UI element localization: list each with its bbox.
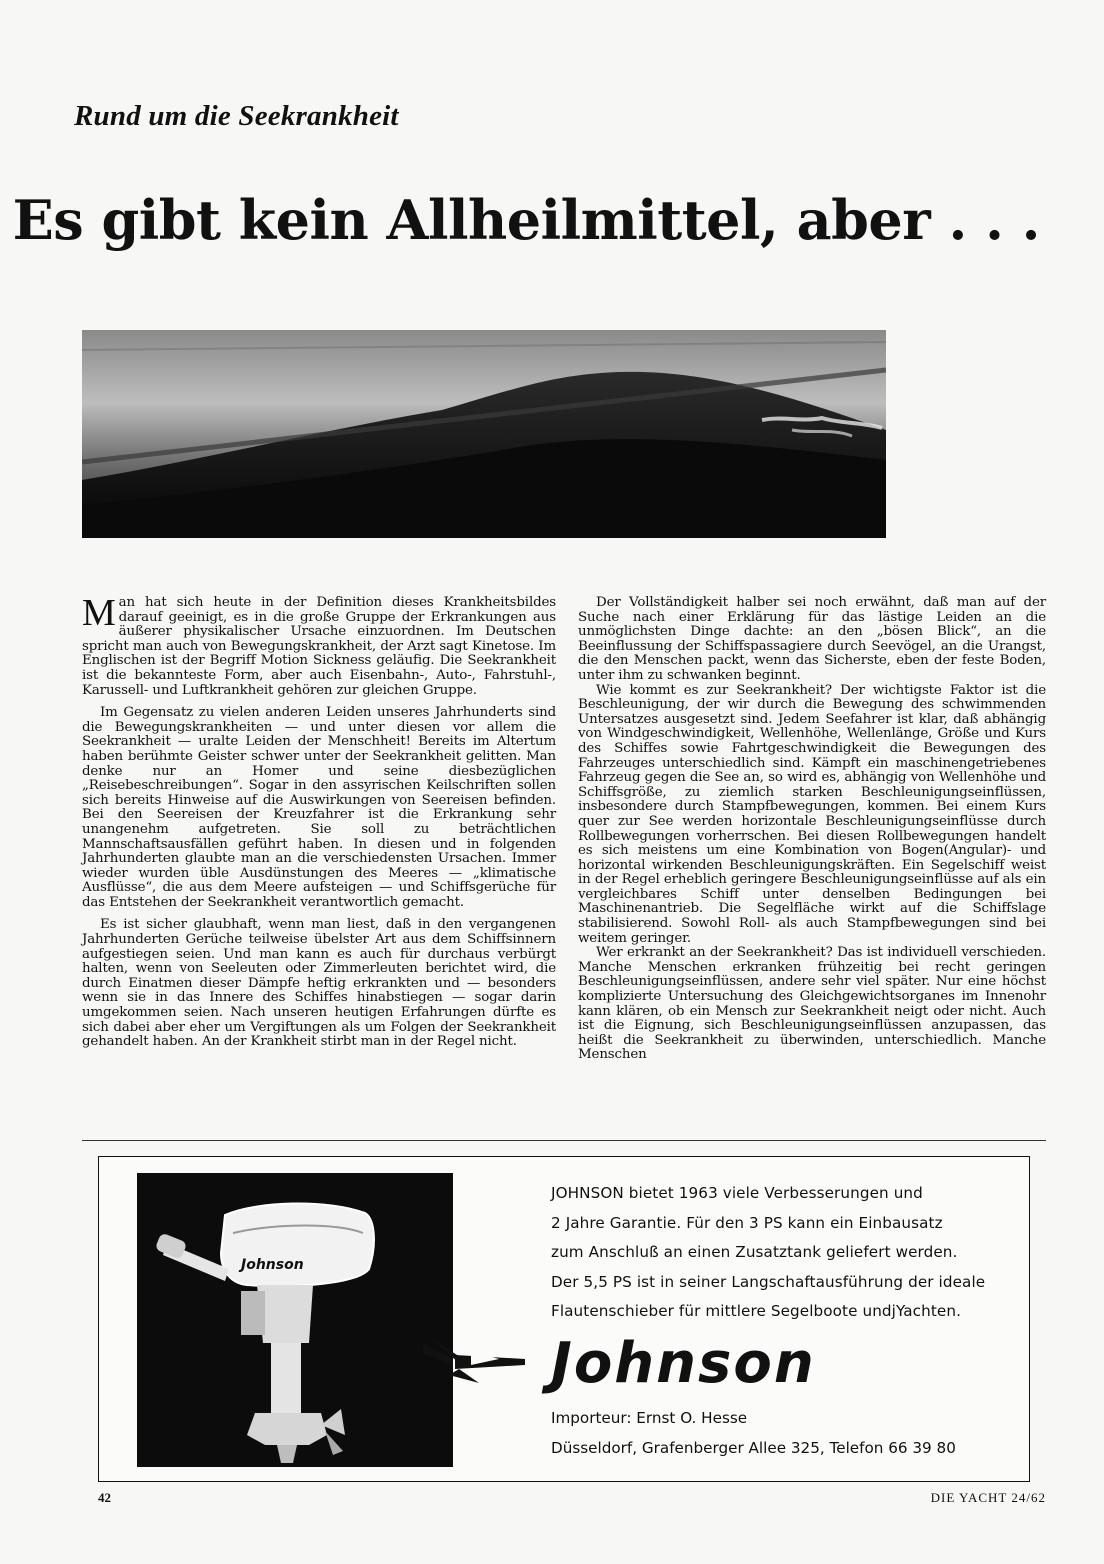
- page-number: 42: [98, 1490, 111, 1505]
- article-kicker: Rund um die Seekrankheit: [74, 100, 399, 132]
- dropcap: M: [82, 592, 116, 634]
- ad-line: Der 5,5 PS ist in seiner Langschaftausführung der ideale: [551, 1272, 986, 1291]
- ad-copy: [551, 1179, 1011, 1327]
- ad-line: zum Anschluß an einen Zusatztank geliefert werden.: [551, 1243, 958, 1261]
- outboard-motor-image: [137, 1173, 453, 1467]
- ad-line: JOHNSON bietet 1963 viele Verbesserungen und: [551, 1184, 923, 1202]
- paragraph: Wie kommt es zur Seekrankheit? Der wichtigste Faktor ist die Beschleunigung, der wir durch die Bewegung des schwimmenden Untersatzes ausgesetzt sind. Jedem Seefahrer ist klar, daß abhängig von Windgeschwindigkeit, Wellenhöhe, Wellenlänge, Größe und Kurs des Schiffes sowie Fahrtgeschwindigkeit die Bewegungen des Fahrzeuges unterschiedlich sind. Kämpft ein maschinengetriebenes Fahrzeug gegen die See an, so wird es, abhängig von Wellenhöhe und Schiffsgröße, zu ziemlich starken Beschleunigungseinflüssen, insbesondere durch Stampfbewegungen, kommen. Bei einem Kurs quer zur See werden horizontale Beschleunigungseinflüsse durch Rollbewegungen vorherrschen. Bei diesen Rollbewegungen handelt es sich meistens um eine Kombination von Bogen(Angular)- und horizontal wirkenden Beschleunigungskräften. Ein Segelschiff weist in der Regel erheblich geringere Beschleunigungseinflüsse auf als ein vergleichbares Schiff unter denselben Bedingungen bei Maschinenantrieb. Die Segelfläche wirkt auf die Schiffslage stabilisierend. Sowohl Roll- als auch Stampfbewegungen sind bei weitem geringer.: [578, 682, 1046, 946]
- ad-line: 2 Jahre Garantie. Für den 3 PS kann ein Einbausatz: [551, 1213, 943, 1232]
- address-line: Düsseldorf, Grafenberger Allee 325, Telefon 66 39 80: [551, 1439, 956, 1457]
- divider: [82, 1140, 1046, 1141]
- paragraph: Es ist sicher glaubhaft, wenn man liest, daß in den vergangenen Jahrhunderten Gerüche teilweise übelster Art aus dem Schiffsinnern aufgestiegen seien. Und man kann es auch für durchaus verbürgt halten, wenn von Seeleuten oder Zimmerleuten berichtet wird, die durch Einatmen dieser Dämpfe heftig erkrankten und — besonders wenn sie in das Innere des Schiffes hinabstiegen — sogar darin umgekommen seien. Nach unseren heutigen Erfahrungen dürfte es sich dabei aber eher um Vergiftungen als um Folgen der Seekrankheit gehandelt haben. An der Krankheit stirbt man in der Regel nicht.: [82, 917, 556, 1050]
- johnson-arrow-icon: [419, 1333, 529, 1393]
- article-headline: Es gibt kein Allheilmittel, aber . . .: [12, 188, 1040, 252]
- importer-line: Importeur: Ernst O. Hesse: [551, 1409, 748, 1427]
- paragraph: [82, 592, 556, 698]
- ad-line: Flautenschieber für mittlere Segelboote undjYachten.: [551, 1302, 962, 1320]
- importer-info: [551, 1403, 1021, 1463]
- paragraph-text: an hat sich heute in der Definition dieses Krankheitsbildes darauf geeinigt, es in die große Gruppe der Erkrankungen aus äußerer physikalischer Ursache einzuordnen. Im Deutschen spricht man auch von Bewegungskrankheit, der Arzt sagt Kinetose. Im Englischen ist der Begriff Motion Sickness geläufig. Die Seekrankheit ist die bekannteste Form, aber auch Eisenbahn-, Auto-, Fahrstuhl-, Karussell- und Luftkrankheit gehören zur gleichen Gruppe.: [82, 595, 556, 698]
- motor-brand-label: Johnson: [241, 1257, 304, 1273]
- paragraph: Der Vollständigkeit halber sei noch erwähnt, daß man auf der Suche nach einer Erklärung für das lästige Leiden an die unmöglichsten Dinge dachte: an den „bösen Blick“, an die Beeinflussung der Schiffspassagiere durch Seevögel, an die Urangst, die den Menschen packt, wenn das Sicherste, eben der feste Boden, unter ihm zu schwanken beginnt.: [578, 595, 1046, 683]
- article-column-right: [578, 596, 1046, 1063]
- sea-photo: [82, 330, 886, 538]
- johnson-logo: [419, 1329, 1019, 1399]
- issue-label: DIE YACHT 24/62: [930, 1490, 1046, 1505]
- article-column-left: [82, 592, 556, 1058]
- paragraph: Im Gegensatz zu vielen anderen Leiden unseres Jahrhunderts sind die Bewegungskrankheiten — und unter diesen vor allem die Seekrankheit — uralte Leiden der Menschheit! Bereits im Altertum haben berühmte Geister schwer unter der Seekrankheit gelitten. Man denke nur an Homer und seine diesbezüglichen „Reisebeschreibungen“. Sogar in den assyrischen Keilschriften sollen sich bereits Hinweise auf die Auswirkungen von Seereisen befinden. Bei den Seereisen der Kreuzfahrer ist die Erkrankung sehr unangenehm aufgetreten. Sie soll zu beträchtlichen Mannschaftsausfällen geführt haben. In diesen und in folgenden Jahrhunderten glaubte man an die verschiedensten Ursachen. Immer wieder wurden üble Ausdünstungen des Meeres — „klimatische Ausflüsse“, die aus dem Meere aufsteigen — und Schiffsgerüche für das Entstehen der Seekrankheit verantwortlich gemacht.: [82, 705, 556, 910]
- johnson-advertisement: [98, 1156, 1030, 1482]
- paragraph: Wer erkrankt an der Seekrankheit? Das ist individuell verschieden. Manche Menschen erkranken frühzeitig bei recht geringen Beschleunigungseinflüssen, andere sehr viel später. Nur eine höchst komplizierte Untersuchung des Gleichgewichtsorganes im Innenohr kann klären, ob ein Mensch zur Seekrankheit neigt oder nicht. Auch ist die Eignung, sich Beschleunigungseinflüssen anzupassen, das heißt die Seekrankheit zu überwinden, unterschiedlich. Manche Menschen: [578, 945, 1046, 1063]
- johnson-logotype: Johnson: [551, 1331, 816, 1396]
